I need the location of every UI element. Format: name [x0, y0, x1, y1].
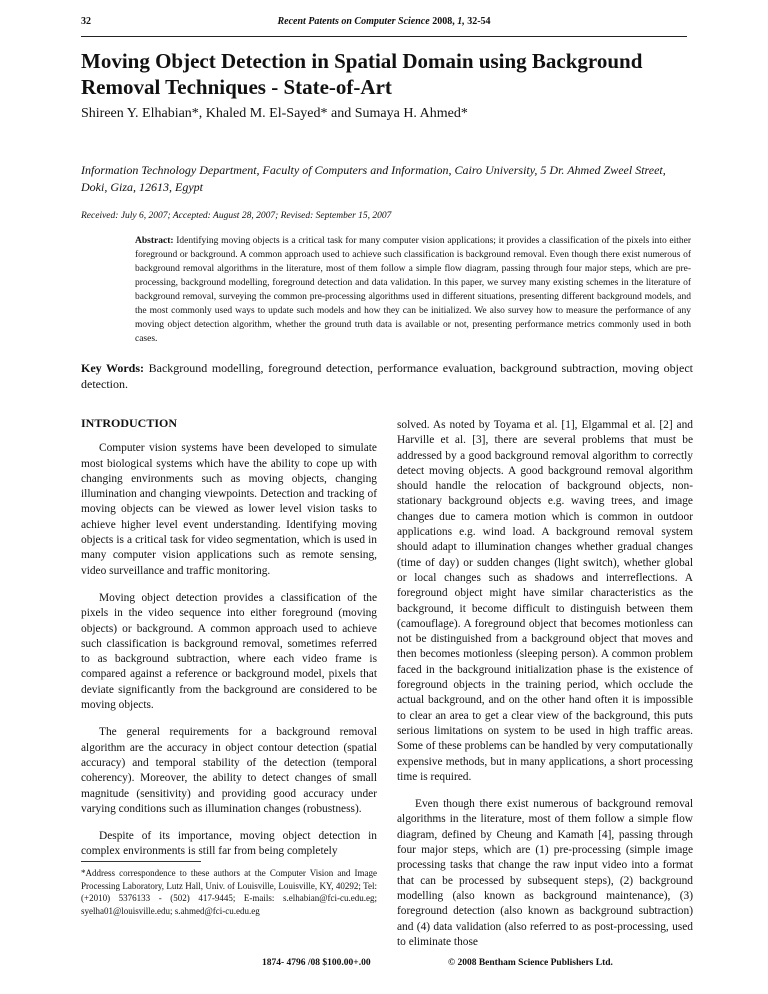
journal-year: 2008, — [432, 16, 455, 27]
page-number: 32 — [81, 16, 91, 27]
running-header — [81, 16, 687, 32]
paragraph: Despite of its importance, moving object detection in complex environments is still far from being completely — [81, 830, 377, 858]
header-rule — [81, 36, 687, 37]
footnote-rule — [81, 861, 201, 862]
section-heading-introduction: INTRODUCTION — [81, 416, 178, 430]
journal-citation — [81, 16, 687, 27]
paragraph: The general requirements for a background removal algorithm are the accuracy in object contour detection (spatial accuracy) and temporal stability of the detection (temporal coherency). Moreover, the ability to detect changes of small magnitude (sensitivity) and providing good accuracy under varying conditions such as illumination changes (robustness). — [81, 726, 377, 815]
journal-pages: 32-54 — [467, 16, 491, 27]
correspondence-footnote: *Address correspondence to these authors at the Computer Vision and Image Processing Laboratory, Lutz Hall, Univ. of Louisville, Louisville, KY, 40292; Tel: (+2010) 5376133 - (502) 417-9445; E-mails: s.elhabian@fci-cu.edu.eg; syelha01@louisville.edu; s.ahmed@fci-cu.edu.eg — [81, 868, 377, 916]
paragraph: Moving object detection provides a classification of the pixels in the video sequence into either foreground (moving objects) or background. A common approach used to achieve such classification is background removal, sometimes referred to as background subtraction, where each video frame is compared against a reference or background model, pixels that deviate significantly from the background are considered to be moving objects. — [81, 591, 377, 712]
abstract — [135, 234, 691, 346]
received-dates: Received: July 6, 2007; Accepted: August 28, 2007; Revised: September 15, 2007 — [81, 211, 392, 221]
journal-name: Recent Patents on Computer Science — [277, 16, 430, 27]
abstract-text: Identifying moving objects is a critical task for many computer vision applications; it provides a classification of the pixels into either foreground or background. A common approach used to achieve such classification is background removal. Even though there exist numerous of background removal algorithms in the literature, most of them follow a simple flow diagram, passing through four major steps, which are pre-processing, background modelling, foreground detection and data validation. In this paper, we survey many existing schemes in the literature of background removal, surveying the common pre-processing algorithms used in different situations, presenting different background models, and the most commonly used ways to update such models and how they can be initialized. We also survey how to measure the performance of any moving object detection algorithm, whether the ground truth data is available or not, presenting performance metrics commonly used in both cases. — [135, 236, 692, 344]
abstract-label: Abstract: — [135, 236, 174, 246]
paragraph: solved. As noted by Toyama et al. [1], Elgammal et al. [2] and Harville et al. [3], there are several problems that must be addressed by a good background removal algorithm to correctly detect moving objects. A good background removal algorithm should handle the relocation of background objects, non-stationary background objects e.g. waving trees, and image changes due to camera motion which is common in outdoor applications e.g. wind load. A background removal system should adapt to illumination changes whether gradual changes (time of day) or sudden changes (light switch), whether global or local changes such as shadows and interreflections. A foreground object might have similar characteristics as the background, it become difficult to distinguish between them (camouflage). A foreground object that becomes motionless can not be distinguished from a background object that moves and then becomes motionless (sleeping person). A common problem faced in the background initialization phase is the existence of foreground objects in the training period, which occlude the actual background, and on the other hand often it is impossible to clear an area to get a clear view of the background, this puts serious limitations on system to be used in high traffic areas. Some of these problems can be handled by very computationally expensive methods, but in many applications, a short processing time is required. — [397, 419, 693, 783]
left-column — [81, 416, 377, 872]
author-list: Shireen Y. Elhabian*, Khaled M. El-Sayed* and Sumaya H. Ahmed* — [81, 106, 468, 121]
keywords — [81, 360, 693, 392]
journal-volume: 1, — [457, 16, 465, 27]
keywords-label: Key Words: — [81, 361, 145, 375]
keywords-text: Background modelling, foreground detection, performance evaluation, background subtraction, moving object detection. — [81, 361, 693, 391]
article-title: Moving Object Detection in Spatial Domain using Background Removal Techniques - State-of-Art — [81, 49, 643, 99]
affiliation: Information Technology Department, Faculty of Computers and Information, Cairo University, 5 Dr. Ahmed Zweel Street, Doki, Giza, 12613, Egypt — [81, 163, 666, 194]
issn-price: 1874- 4796 /08 $100.00+.00 — [262, 958, 371, 968]
copyright-notice: © 2008 Bentham Science Publishers Ltd. — [448, 958, 613, 968]
paragraph: Computer vision systems have been developed to simulate most biological systems which have the ability to cope up with changing environments such as moving objects, changing illumination and changing viewpoints. Detection and tracking of moving objects can be viewed as lower level vision tasks to achieve higher level event understanding. Identifying moving objects is a critical task for video segmentation, which is used in many computer vision applications such as remote sensing, video surveillance and traffic monitoring. — [81, 442, 377, 577]
right-column — [397, 418, 693, 962]
paragraph: Even though there exist numerous of background removal algorithms in the literature, most of them follow a simple flow diagram, defined by Cheung and Kamath [4], passing through four major steps, which are (1) pre-processing (simple image processing tasks that change the raw input video into a format that can be processed by subsequent steps), (2) background modelling (also known as background maintenance), (3) foreground detection (also known as background subtraction) and (4) data validation (also referred to as post-processing, used to eliminate those — [397, 798, 693, 948]
